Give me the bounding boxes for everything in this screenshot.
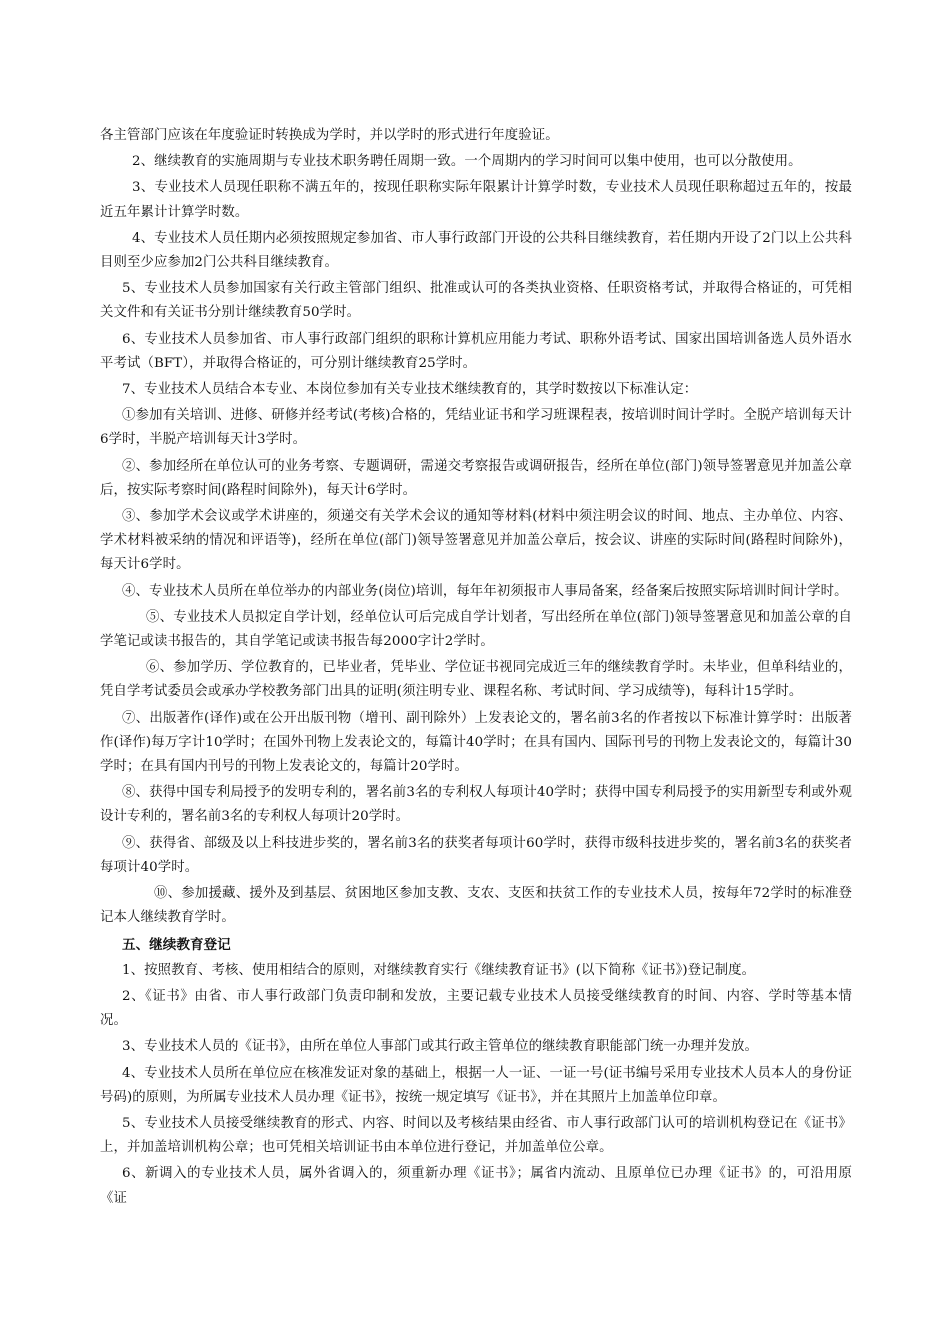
paragraph: 6、新调入的专业技术人员，属外省调入的，须重新办理《证书》；属省内流动、且原单位已办理《证书》的，可沿用原《证 xyxy=(100,1166,852,1206)
paragraph: ⑨、获得省、部级及以上科技进步奖的，署名前3名的获奖者每项计60学时，获得市级科技进步奖的，署名前3名的获奖者每项计40学时。 xyxy=(100,835,852,875)
paragraph: 7、专业技术人员结合本专业、本岗位参加有关专业技术继续教育的，其学时数按以下标准认定： xyxy=(122,382,698,398)
paragraph: 2、继续教育的实施周期与专业技术职务聘任周期一致。一个周期内的学习时间可以集中使用，也可以分散使用。 xyxy=(132,154,802,170)
paragraph: 4、专业技术人员所在单位应在核准发证对象的基础上，根据一人一证、一证一号(证书编号采用专业技术人员本人的身份证号码)的原则，为所属专业技术人员办理《证书》，按统一规定填写《证书》，并在其照片上加盖单位印章。 xyxy=(100,1065,852,1105)
paragraph: 各主管部门应该在年度验证时转换成为学时，并以学时的形式进行年度验证。 xyxy=(100,128,559,143)
paragraph-group-requirements xyxy=(100,124,852,931)
paragraph: 5、专业技术人员参加国家有关行政主管部门组织、批准或认可的各类执业资格、任职资格考试，并取得合格证的，可凭相关文件和有关证书分别计继续教育50学时。 xyxy=(100,281,852,321)
paragraph: ⑧、获得中国专利局授予的发明专利的，署名前3名的专利权人每项计40学时；获得中国专利局授予的实用新型专利或外观设计专利的，署名前3名的专利权人每项计20学时。 xyxy=(100,785,852,825)
document-body xyxy=(100,124,852,1213)
paragraph: ⑩、参加援藏、援外及到基层、贫困地区参加支教、支农、支医和扶贫工作的专业技术人员，按每年72学时的标准登记本人继续教育学时。 xyxy=(100,886,852,926)
section-heading: 五、继续教育登记 xyxy=(122,936,231,953)
paragraph-group-registration xyxy=(100,959,852,1211)
paragraph: 3、专业技术人员现任职称不满五年的，按现任职称实际年限累计计算学时数，专业技术人员现任职称超过五年的，按最近五年累计计算学时数。 xyxy=(100,180,852,220)
paragraph: ⑦、出版著作(译作)或在公开出版刊物（增刊、副刊除外）上发表论文的，署名前3名的作者按以下标准计算学时：出版著作(译作)每万字计10学时；在国外刊物上发表论文的，每篇计40学时；在具有国内、国际刊号的刊物上发表论文的，每篇计30学时；在具有国内刊号的刊物上发表论文的，每篇计20学时。 xyxy=(100,710,852,775)
paragraph: 6、专业技术人员参加省、市人事行政部门组织的职称计算机应用能力考试、职称外语考试、国家出国培训备选人员外语水平考试（BFT），并取得合格证的，可分别计继续教育25学时。 xyxy=(100,331,852,371)
paragraph: 3、专业技术人员的《证书》，由所在单位人事部门或其行政主管单位的继续教育职能部门统一办理并发放。 xyxy=(122,1039,758,1055)
paragraph: 1、按照教育、考核、使用相结合的原则，对继续教育实行《继续教育证书》(以下简称《证书》)登记制度。 xyxy=(122,962,756,978)
paragraph: 4、专业技术人员任期内必须按照规定参加省、市人事行政部门开设的公共科目继续教育，若任期内开设了2门以上公共科目则至少应参加2门公共科目继续教育。 xyxy=(100,230,852,271)
paragraph: 2、《证书》由省、市人事行政部门负责印制和发放，主要记载专业技术人员接受继续教育的时间、内容、学时等基本情况。 xyxy=(100,988,852,1029)
paragraph: ④、专业技术人员所在单位举办的内部业务(岗位)培训，每年年初须报市人事局备案，经备案后按照实际培训时间计学时。 xyxy=(122,583,848,599)
paragraph: ⑤、专业技术人员拟定自学计划，经单位认可后完成自学计划者，写出经所在单位(部门)领导签署意见和加盖公章的自学笔记或读书报告的，其自学笔记或读书报告每2000字计2学时。 xyxy=(100,609,852,650)
paragraph: ①参加有关培训、进修、研修并经考试(考核)合格的，凭结业证书和学习班课程表，按培训时间计学时。全脱产培训每天计6学时，半脱产培训每天计3学时。 xyxy=(100,408,852,448)
paragraph: ③、参加学术会议或学术讲座的，须递交有关学术会议的通知等材料(材料中须注明会议的时间、地点、主办单位、内容、学术材料被采纳的情况和评语等)，经所在单位(部门)领导签署意见并加盖公章后，按会议、讲座的实际时间(路程时间除外)，每天计6学时。 xyxy=(100,509,852,573)
paragraph: ⑥、参加学历、学位教育的，已毕业者，凭毕业、学位证书视同完成近三年的继续教育学时。未毕业，但单科结业的，凭自学考试委员会或承办学校教务部门出具的证明(须注明专业、课程名称、考试时间、学习成绩等)，每科计15学时。 xyxy=(100,660,852,700)
paragraph: 5、专业技术人员接受继续教育的形式、内容、时间以及考核结果由经省、市人事行政部门认可的培训机构登记在《证书》上，并加盖培训机构公章；也可凭相关培训证书由本单位进行登记，并加盖单位公章。 xyxy=(100,1115,852,1156)
paragraph: ②、参加经所在单位认可的业务考察、专题调研，需递交考察报告或调研报告，经所在单位(部门)领导签署意见并加盖公章后，按实际考察时间(路程时间除外)，每天计6学时。 xyxy=(100,458,852,498)
